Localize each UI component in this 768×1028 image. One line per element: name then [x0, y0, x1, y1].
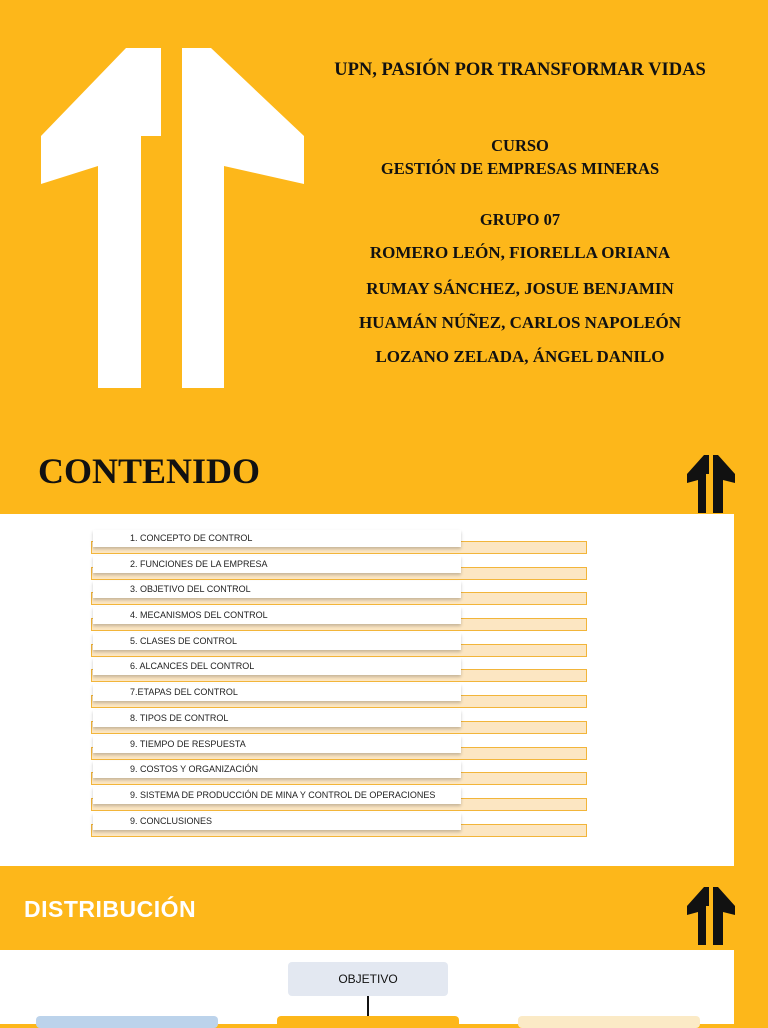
member-name: RUMAY SÁNCHEZ, JOSUE BENJAMIN: [366, 279, 674, 298]
diagram-box-right: [518, 1016, 700, 1028]
list-item-label: 7.ETAPAS DEL CONTROL: [93, 684, 461, 701]
list-item: [91, 787, 587, 813]
list-item: [91, 658, 587, 684]
list-item: [91, 761, 587, 787]
list-item: [91, 633, 587, 659]
diagram-box-middle: [277, 1016, 459, 1028]
list-item-label: 6. ALCANCES DEL CONTROL: [93, 658, 461, 675]
distribution-title: DISTRIBUCIÓN: [24, 896, 197, 922]
course-name: GESTIÓN DE EMPRESAS MINERAS: [380, 159, 660, 178]
list-item: [91, 736, 587, 762]
list-item: [91, 710, 587, 736]
list-item-label: 1. CONCEPTO DE CONTROL: [93, 530, 461, 547]
slogan: UPN, PASIÓN POR TRANSFORMAR VIDAS: [334, 60, 706, 80]
list-item-label: 9. SISTEMA DE PRODUCCIÓN DE MINA Y CONTROL DE OPERACIONES: [93, 787, 461, 804]
list-item-label: 9. COSTOS Y ORGANIZACIÓN: [93, 761, 461, 778]
list-item: [91, 813, 587, 839]
contents-list: [91, 530, 587, 838]
list-item-label: 8. TIPOS DE CONTROL: [93, 710, 461, 727]
list-item: [91, 556, 587, 582]
group-label: GRUPO 07: [479, 210, 561, 229]
list-item: [91, 607, 587, 633]
list-item-label: 2. FUNCIONES DE LA EMPRESA: [93, 556, 461, 573]
upn-logo-icon: [686, 886, 736, 946]
member-name: HUAMÁN NÚÑEZ, CARLOS NAPOLEÓN: [358, 313, 682, 332]
list-item-label: 9. TIEMPO DE RESPUESTA: [93, 736, 461, 753]
list-item-label: 3. OBJETIVO DEL CONTROL: [93, 581, 461, 598]
objective-box: OBJETIVO: [288, 962, 448, 996]
list-item-label: 4. MECANISMOS DEL CONTROL: [93, 607, 461, 624]
list-item: [91, 581, 587, 607]
list-item: [91, 684, 587, 710]
list-item-label: 9. CONCLUSIONES: [93, 813, 461, 830]
cover-slide: [0, 0, 768, 430]
course-label: CURSO: [491, 136, 549, 155]
list-item-label: 5. CLASES DE CONTROL: [93, 633, 461, 650]
connector-line: [367, 996, 369, 1016]
list-item: [91, 530, 587, 556]
member-name: LOZANO ZELADA, ÁNGEL DANILO: [375, 347, 665, 366]
diagram-box-left: [36, 1016, 218, 1028]
upn-logo-icon: [686, 454, 736, 514]
contents-title: CONTENIDO: [38, 451, 261, 491]
member-name: ROMERO LEÓN, FIORELLA ORIANA: [369, 243, 671, 262]
upn-logo-icon: [36, 44, 306, 388]
